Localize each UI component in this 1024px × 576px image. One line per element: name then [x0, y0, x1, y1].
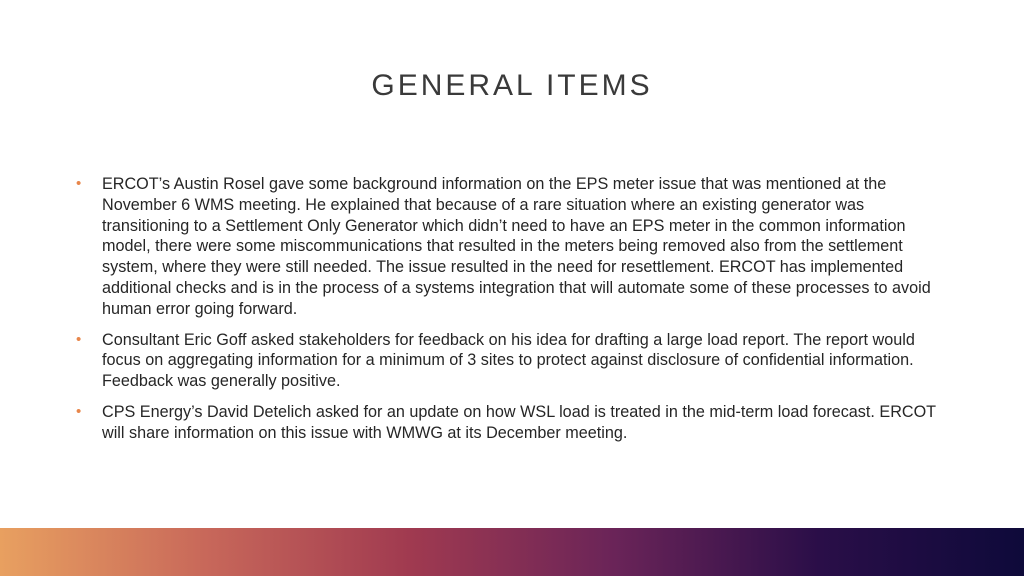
bullet-text: ERCOT’s Austin Rosel gave some background information on the EPS meter issue that was mentioned at the November 6 WMS meeting. He explained that because of a rare situation where an existing generator was transitioning to a Settlement Only Generator which didn’t need to have an EPS meter in the common information model, there were some miscommunications that resulted in the meters being removed also from the settlement system, where they were still needed. The issue resulted in the need for resettlement. ERCOT has implemented additional checks and is in the process of a systems integration that will automate some of these processes to avoid human error going forward. [102, 175, 931, 318]
bullet-item [74, 330, 944, 392]
footer-gradient-bar [0, 528, 1024, 576]
bullet-text: CPS Energy’s David Detelich asked for an update on how WSL load is treated in the mid-term load forecast. ERCOT will share information on this issue with WMWG at its December meeting. [102, 402, 936, 442]
bullet-item [74, 174, 944, 320]
bullet-dot-icon: • [76, 402, 82, 420]
slide-title: GENERAL ITEMS [371, 69, 653, 102]
bullet-dot-icon: • [76, 330, 82, 348]
bullet-text: Consultant Eric Goff asked stakeholders for feedback on his idea for drafting a large load report. The report would focus on aggregating information for a minimum of 3 sites to protect against disclosure of confidential information. Feedback was generally positive. [102, 330, 915, 391]
bullet-list [74, 174, 944, 454]
bullet-dot-icon: • [76, 175, 82, 192]
bullet-item [74, 402, 944, 444]
